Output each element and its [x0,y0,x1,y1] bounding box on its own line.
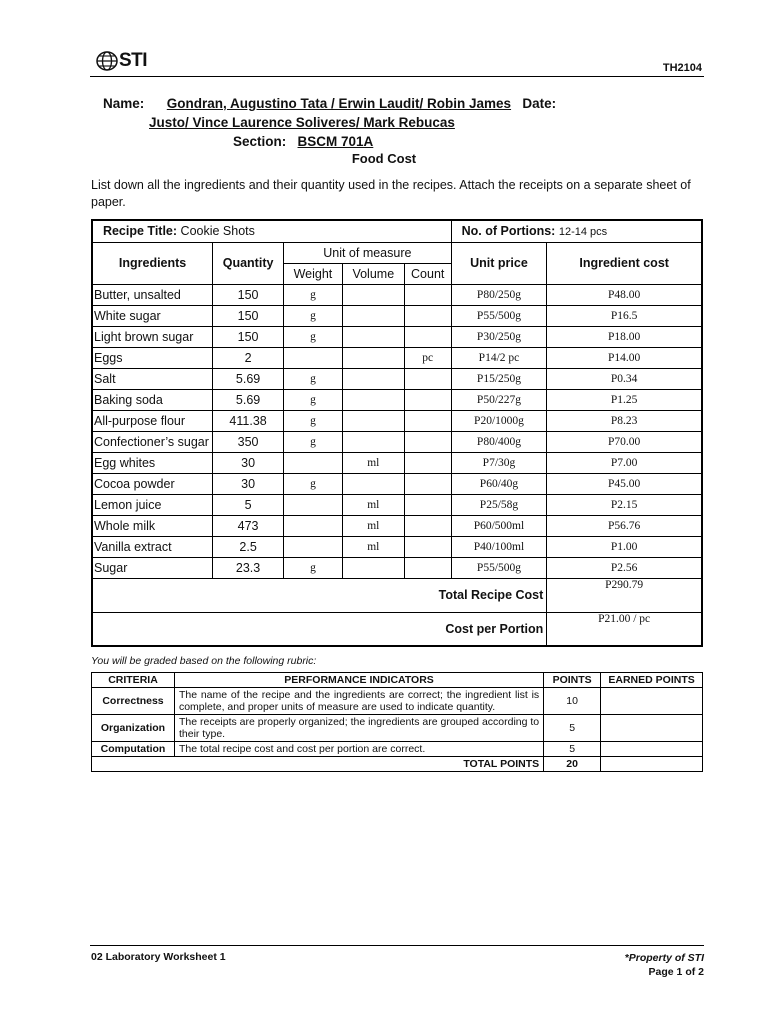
ingredient-quantity: 150 [213,326,284,347]
ingredient-quantity: 5.69 [213,368,284,389]
ingredient-count-unit [404,452,451,473]
ingredient-row [92,389,702,410]
ingredient-row [92,473,702,494]
ingredient-volume-unit [342,368,404,389]
rubric-header-indicators: PERFORMANCE INDICATORS [174,673,543,688]
ingredient-volume-unit [342,473,404,494]
ingredient-unit-price: P60/500ml [451,515,547,536]
ingredient-quantity: 23.3 [213,557,284,578]
ingredient-name: Baking soda [92,389,213,410]
ingredient-cost: P45.00 [547,473,702,494]
ingredient-weight-unit: g [284,557,343,578]
footer-divider [90,945,704,946]
footer-page: Page 1 of 2 [648,966,704,978]
rubric-indicator: The receipts are properly organized; the ingredients are grouped according to their type. [174,715,543,742]
ingredient-cost: P18.00 [547,326,702,347]
ingredient-cost: P14.00 [547,347,702,368]
cost-per-portion-value: P21.00 / pc [547,612,702,646]
ingredient-unit-price: P55/500g [451,305,547,326]
page-title: Food Cost [351,151,417,166]
ingredient-volume-unit: ml [342,452,404,473]
ingredient-count-unit [404,431,451,452]
document-code: TH2104 [662,62,702,74]
header-count: Count [404,263,451,284]
ingredient-weight-unit: g [284,284,343,305]
ingredient-unit-price: P20/1000g [451,410,547,431]
ingredient-row [92,347,702,368]
rubric-intro: You will be graded based on the following rubric: [91,655,317,667]
ingredient-weight-unit [284,494,343,515]
ingredient-quantity: 2.5 [213,536,284,557]
total-recipe-cost-label: Total Recipe Cost [92,578,547,612]
ingredient-cost: P8.23 [547,410,702,431]
ingredient-count-unit [404,305,451,326]
ingredient-cost: P1.25 [547,389,702,410]
ingredient-row [92,326,702,347]
section-label: Section: [233,134,287,149]
ingredient-volume-unit [342,305,404,326]
rubric-criteria: Computation [92,742,175,757]
ingredient-cost: P1.00 [547,536,702,557]
ingredient-count-unit [404,473,451,494]
ingredient-row [92,515,702,536]
ingredient-name: Cocoa powder [92,473,213,494]
rubric-criteria: Organization [92,715,175,742]
ingredient-quantity: 473 [213,515,284,536]
ingredient-count-unit [404,515,451,536]
ingredient-weight-unit: g [284,305,343,326]
ingredient-quantity: 350 [213,431,284,452]
rubric-row [92,742,703,757]
ingredient-quantity: 30 [213,473,284,494]
header-quantity: Quantity [213,242,284,284]
ingredient-volume-unit: ml [342,494,404,515]
ingredient-volume-unit [342,389,404,410]
ingredient-row [92,410,702,431]
ingredient-quantity: 30 [213,452,284,473]
ingredient-count-unit [404,368,451,389]
ingredient-cost: P16.5 [547,305,702,326]
name-value-line1: Gondran, Augustino Tata / Erwin Laudit/ Robin James [166,96,512,111]
ingredient-quantity: 150 [213,284,284,305]
rubric-header-criteria: CRITERIA [92,673,175,688]
ingredient-cost: P2.56 [547,557,702,578]
ingredient-count-unit [404,557,451,578]
ingredient-unit-price: P15/250g [451,368,547,389]
ingredient-quantity: 150 [213,305,284,326]
ingredient-cost: P0.34 [547,368,702,389]
food-cost-table [91,219,703,647]
ingredient-name: Sugar [92,557,213,578]
ingredient-weight-unit: g [284,473,343,494]
recipe-title-label: Recipe Title: [102,224,178,239]
portions-cell [451,220,702,242]
rubric-earned-points[interactable] [601,742,703,757]
ingredient-unit-price: P40/100ml [451,536,547,557]
rubric-rows [92,688,703,757]
ingredient-quantity: 5 [213,494,284,515]
ingredient-count-unit [404,536,451,557]
ingredient-cost: P48.00 [547,284,702,305]
portions-value: 12-14 pcs [558,226,608,239]
header-unit-price: Unit price [451,242,547,284]
ingredient-quantity: 2 [213,347,284,368]
recipe-title-cell [92,220,451,242]
ingredient-cost: P2.15 [547,494,702,515]
ingredient-unit-price: P50/227g [451,389,547,410]
ingredient-row [92,557,702,578]
ingredient-name: Light brown sugar [92,326,213,347]
ingredient-name: Eggs [92,347,213,368]
globe-logo-icon [96,51,118,71]
ingredient-unit-price: P55/500g [451,557,547,578]
ingredient-count-unit [404,494,451,515]
footer-worksheet: 02 Laboratory Worksheet 1 [91,951,226,963]
ingredient-weight-unit [284,536,343,557]
ingredient-weight-unit: g [284,431,343,452]
ingredient-name: Confectioner’s sugar [92,431,213,452]
rubric-earned-points[interactable] [601,715,703,742]
ingredient-volume-unit [342,557,404,578]
ingredient-weight-unit [284,452,343,473]
ingredient-cost: P56.76 [547,515,702,536]
ingredient-volume-unit [342,284,404,305]
rubric-criteria: Correctness [92,688,175,715]
ingredient-volume-unit: ml [342,515,404,536]
ingredient-row [92,494,702,515]
ingredient-unit-price: P60/40g [451,473,547,494]
ingredient-volume-unit [342,326,404,347]
rubric-indicator: The total recipe cost and cost per portion are correct. [174,742,543,757]
ingredient-unit-price: P30/250g [451,326,547,347]
rubric-row [92,688,703,715]
ingredient-unit-price: P80/400g [451,431,547,452]
ingredient-quantity: 5.69 [213,389,284,410]
recipe-title-value: Cookie Shots [180,224,255,239]
logo-text: STI [119,50,148,71]
section-value: BSCM 701A [297,134,374,149]
ingredient-weight-unit [284,347,343,368]
rubric-earned-points[interactable] [601,688,703,715]
ingredient-count-unit [404,410,451,431]
name-value-line2: Justo/ Vince Laurence Soliveres/ Mark Rebucas [149,115,455,130]
ingredient-cost: P70.00 [547,431,702,452]
ingredient-name: Salt [92,368,213,389]
ingredient-row [92,284,702,305]
recipe-rows [92,284,702,578]
rubric-header-points: POINTS [544,673,601,688]
ingredient-row [92,431,702,452]
ingredient-count-unit [404,284,451,305]
name-label: Name: [103,96,145,111]
ingredient-weight-unit: g [284,410,343,431]
ingredient-row [92,305,702,326]
ingredient-quantity: 411.38 [213,410,284,431]
date-label: Date: [522,96,557,111]
rubric-points: 5 [544,715,601,742]
ingredient-unit-price: P7/30g [451,452,547,473]
ingredient-name: Butter, unsalted [92,284,213,305]
header-weight: Weight [284,263,343,284]
ingredient-name: Whole milk [92,515,213,536]
header-divider [90,76,704,77]
ingredient-weight-unit: g [284,389,343,410]
rubric-table [91,672,703,772]
rubric-points: 10 [544,688,601,715]
footer-property: *Property of STI [624,952,704,964]
sti-logo [96,50,147,72]
ingredient-cost: P7.00 [547,452,702,473]
ingredient-weight-unit: g [284,368,343,389]
ingredient-name: Egg whites [92,452,213,473]
rubric-total-earned[interactable] [601,757,703,772]
rubric-total-points: 20 [544,757,601,772]
instructions: List down all the ingredients and their quantity used in the recipes. Attach the receipts on a separate sheet of paper. [91,178,691,209]
ingredient-count-unit [404,389,451,410]
rubric-total-label: TOTAL POINTS [92,757,544,772]
ingredient-count-unit [404,326,451,347]
rubric-points: 5 [544,742,601,757]
ingredient-row [92,368,702,389]
rubric-header-earned: EARNED POINTS [601,673,703,688]
ingredient-weight-unit [284,515,343,536]
footer-right [625,951,704,979]
ingredient-row [92,452,702,473]
ingredient-unit-price: P25/58g [451,494,547,515]
header-ingredient-cost: Ingredient cost [547,242,702,284]
ingredient-unit-price: P80/250g [451,284,547,305]
ingredient-unit-price: P14/2 pc [451,347,547,368]
ingredient-row [92,536,702,557]
ingredient-name: Vanilla extract [92,536,213,557]
portions-label: No. of Portions: [461,224,556,239]
ingredient-volume-unit [342,347,404,368]
ingredient-weight-unit: g [284,326,343,347]
ingredient-volume-unit [342,431,404,452]
rubric-indicator: The name of the recipe and the ingredients are correct; the ingredient list is complete, and proper units of measure are used to indicate quantity. [174,688,543,715]
header-unit-of-measure: Unit of measure [284,242,452,263]
ingredient-name: Lemon juice [92,494,213,515]
ingredient-volume-unit: ml [342,536,404,557]
ingredient-volume-unit [342,410,404,431]
rubric-row [92,715,703,742]
ingredient-name: All-purpose flour [92,410,213,431]
header-ingredients: Ingredients [92,242,213,284]
cost-per-portion-label: Cost per Portion [92,612,547,646]
header-volume: Volume [342,263,404,284]
ingredient-count-unit: pc [404,347,451,368]
student-info [103,94,556,151]
ingredient-name: White sugar [92,305,213,326]
total-recipe-cost-value: P290.79 [547,578,702,612]
